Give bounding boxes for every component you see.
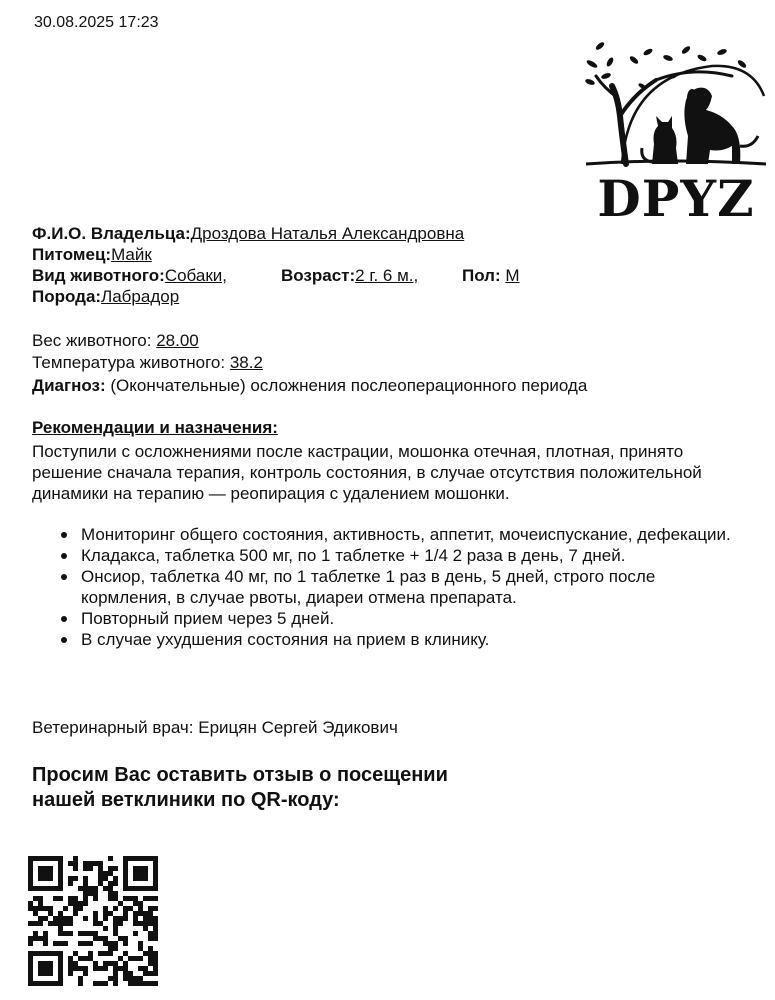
age-value: 2 г. 6 м., xyxy=(355,266,419,285)
species-row xyxy=(32,266,227,286)
doctor-label: Ветеринарный врач: xyxy=(32,718,194,737)
clinic-logo-wordmark: DPYZ xyxy=(597,169,755,228)
owner-label: Ф.И.О. Владельца: xyxy=(32,224,191,243)
recommendations-list xyxy=(37,524,737,650)
recommendations-heading: Рекомендации и назначения: xyxy=(32,418,278,437)
list-item: Кладакса, таблетка 500 мг, по 1 таблетке + 1/4 2 раза в день, 7 дней. xyxy=(61,545,737,566)
sex-value: М xyxy=(505,266,520,285)
diagnosis-label: Диагноз: xyxy=(32,376,106,395)
doctor-name: Ерицян Сергей Эдикович xyxy=(198,718,398,737)
weight-row xyxy=(32,331,199,351)
doctor-row xyxy=(32,718,398,738)
age-row xyxy=(281,266,418,286)
recommendations-intro: Поступили с осложнениями после кастрации, мошонка отечная, плотная, принято решение сначала терапия, контроль состояния, в случае отсутствия положительной динамики на терапию — реопирация с удалением мошонки. xyxy=(32,442,702,503)
clinic-logo xyxy=(582,36,768,226)
sex-label: Пол: xyxy=(462,266,501,285)
diagnosis-row xyxy=(32,376,587,396)
species-value: Собаки, xyxy=(164,266,228,285)
age-label: Возраст: xyxy=(281,266,356,285)
print-timestamp: 30.08.2025 17:23 xyxy=(34,14,159,31)
temperature-label: Температура животного: xyxy=(32,353,226,372)
owner-row xyxy=(32,224,464,244)
list-item: В случае ухудшения состояния на прием в клинику. xyxy=(61,629,737,650)
owner-name: Дроздова Наталья Александровна xyxy=(190,224,465,243)
list-item: Онсиор, таблетка 40 мг, по 1 таблетке 1 раз в день, 5 дней, строго после кормления, в случае рвоты, диареи отмена препарата. xyxy=(61,566,737,608)
diagnosis-value: (Окончательные) осложнения послеоперационного периода xyxy=(110,376,588,395)
breed-row xyxy=(32,287,179,307)
sex-row xyxy=(462,266,520,286)
pet-name-value: Майк xyxy=(111,245,152,264)
species-label: Вид животного: xyxy=(32,266,165,285)
list-item: Повторный прием через 5 дней. xyxy=(61,608,737,629)
breed-value: Лабрадор xyxy=(101,287,180,306)
weight-value: 28.00 xyxy=(156,331,199,350)
pet-name-label: Питомец: xyxy=(32,245,112,264)
feedback-qr-code[interactable] xyxy=(28,856,158,986)
pet-name-row xyxy=(32,245,152,265)
temperature-value: 38.2 xyxy=(229,353,263,372)
feedback-line-2: нашей ветклиники по QR-коду: xyxy=(32,789,340,811)
tree-dog-cat-icon xyxy=(582,36,768,176)
temperature-row xyxy=(32,353,263,373)
feedback-line-1: Просим Вас оставить отзыв о посещении xyxy=(32,764,448,786)
weight-label: Вес животного: xyxy=(32,331,152,350)
breed-label: Порода: xyxy=(32,287,102,306)
feedback-callout xyxy=(32,763,448,813)
list-item: Мониторинг общего состояния, активность, аппетит, мочеиспускание, дефекации. xyxy=(61,524,737,545)
